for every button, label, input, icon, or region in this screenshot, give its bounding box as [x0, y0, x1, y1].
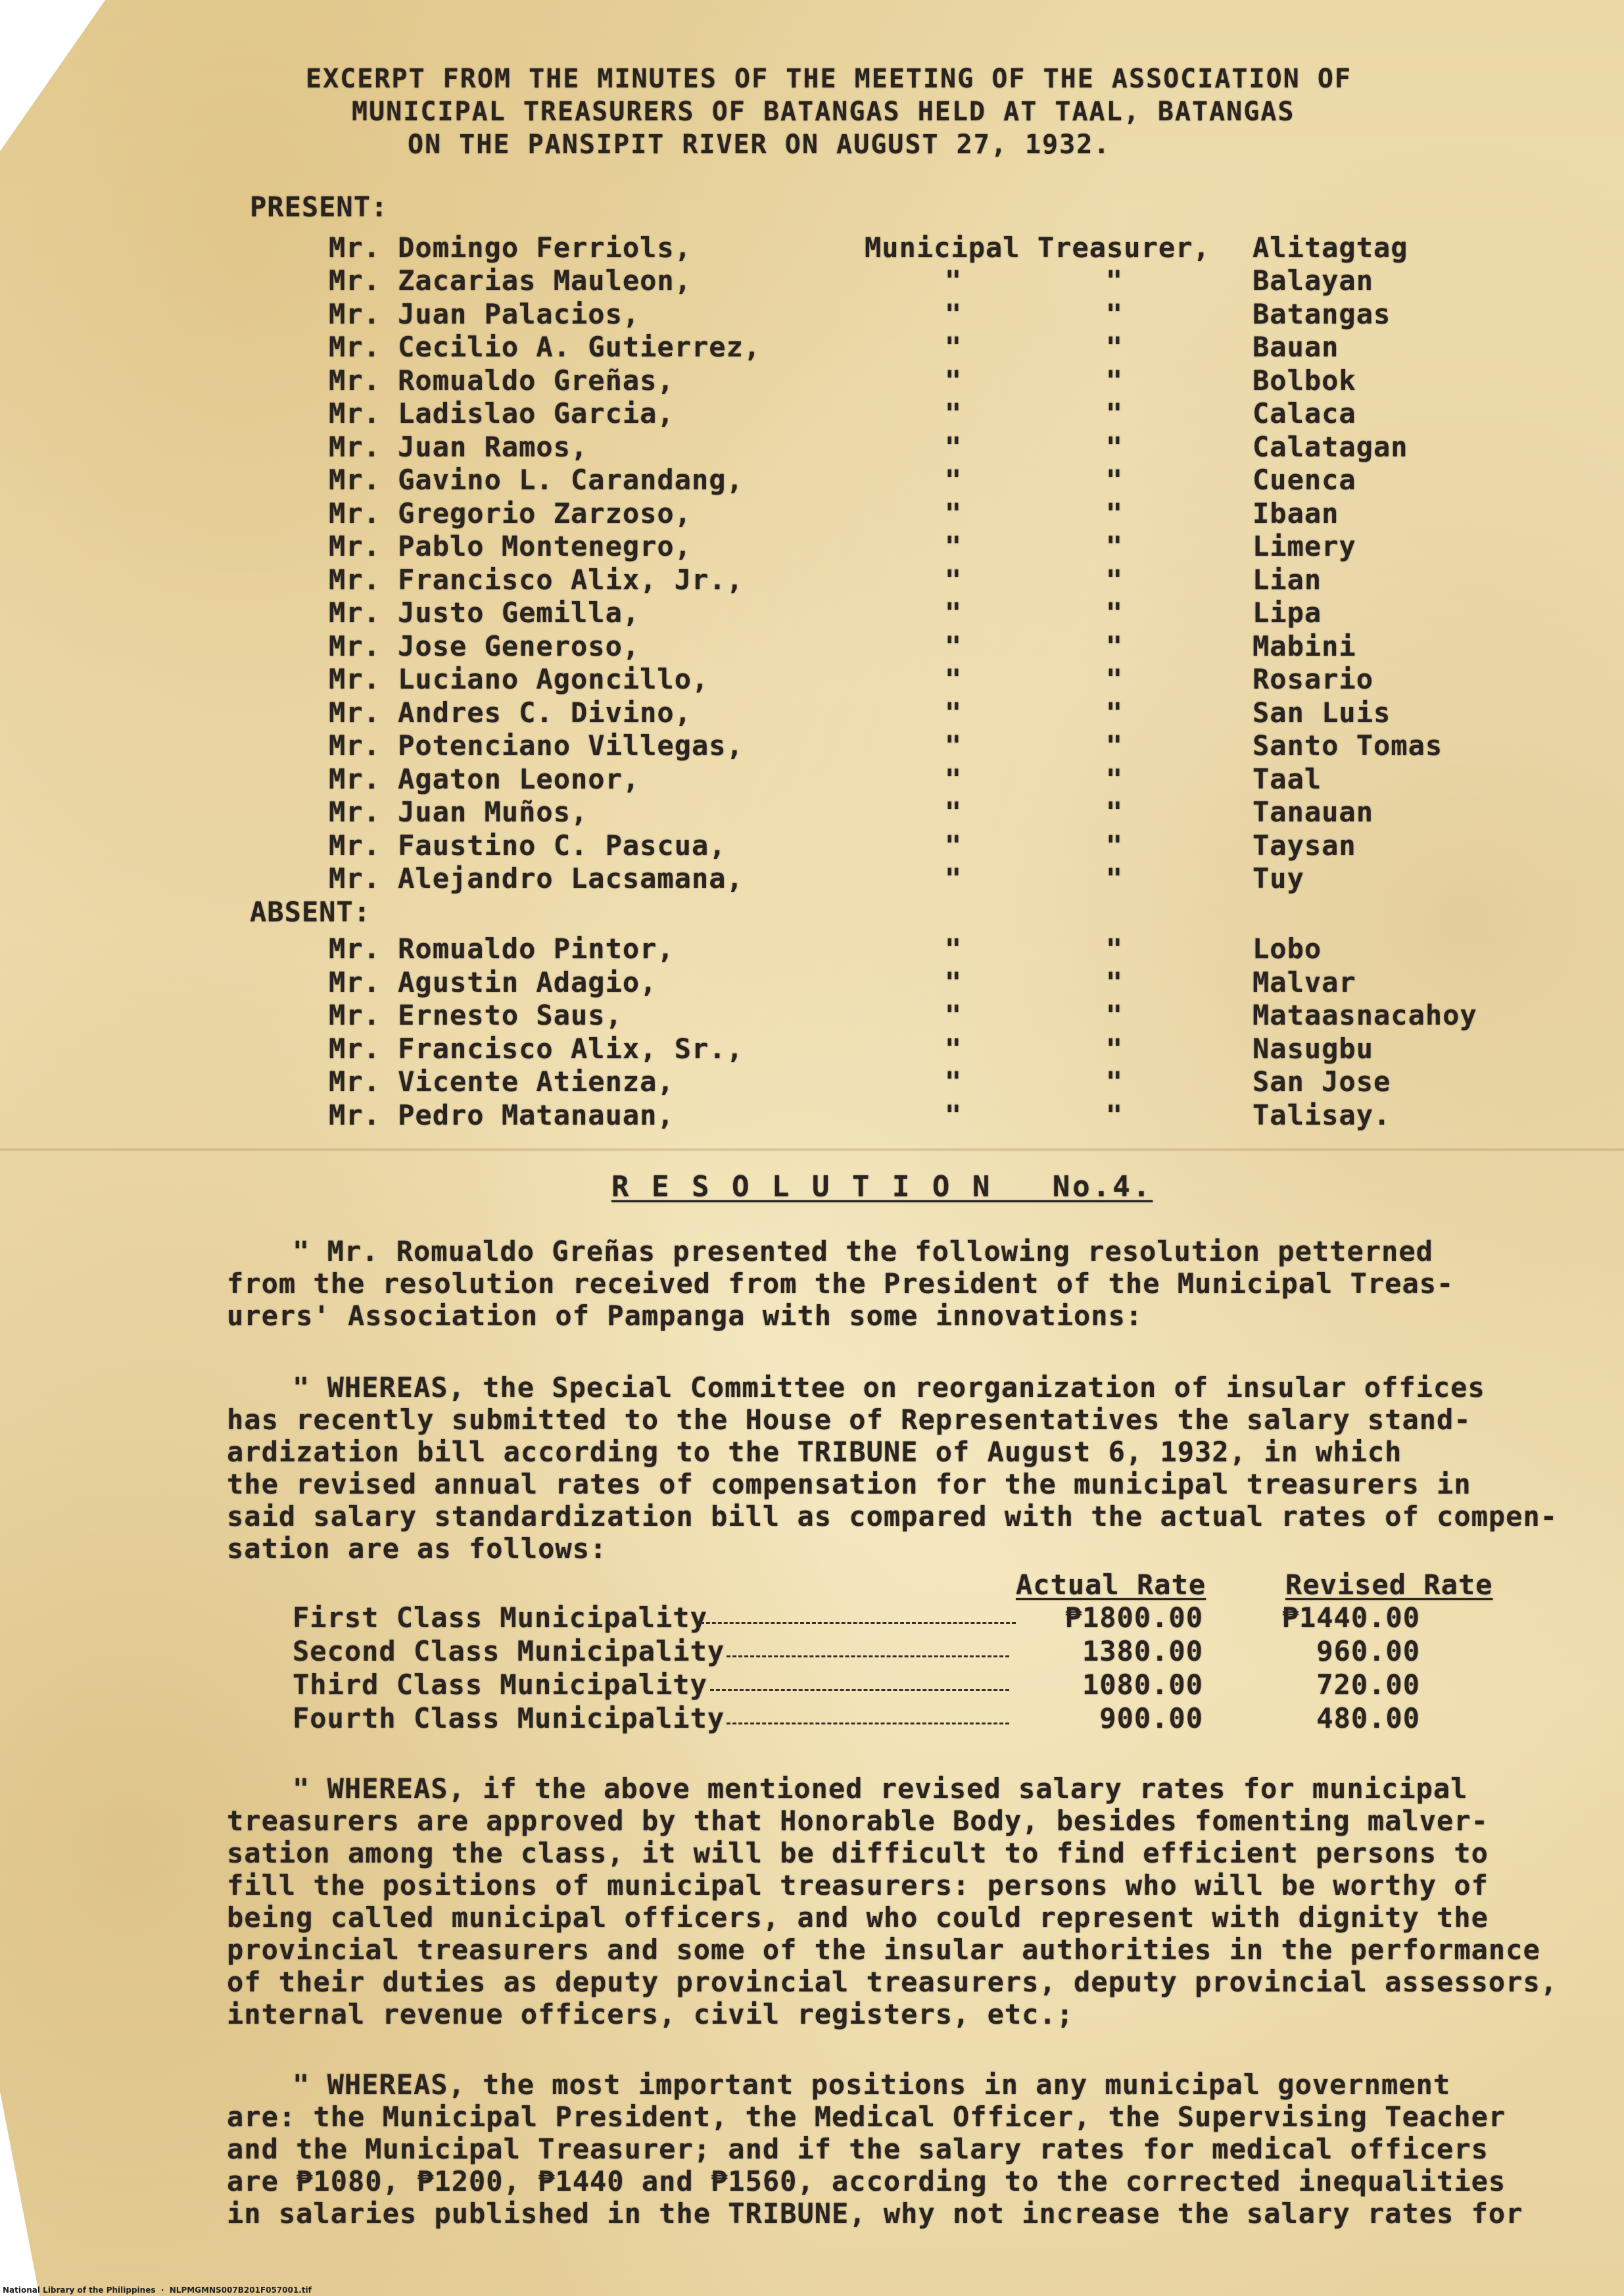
member-town: Calaca — [1253, 397, 1356, 429]
member-name: Mr. Faustino C. Pascua, — [329, 829, 727, 862]
rate-row-label: Third Class Municipality — [293, 1669, 707, 1701]
member-town: Bauan — [1253, 331, 1339, 363]
ditto-mark: " — [944, 497, 963, 529]
ditto-mark: " — [944, 1033, 963, 1065]
ditto-mark: " — [1105, 431, 1124, 463]
text-line: provincial treasurers and some of the insular authorities in the performance — [227, 1934, 1540, 1966]
ditto-mark: " — [1105, 1065, 1124, 1098]
member-town: Santo Tomas — [1253, 729, 1443, 762]
torn-edge-bottom-left — [0, 2091, 39, 2296]
rate-row-label: First Class Municipality — [293, 1601, 707, 1634]
member-town: Nasugbu — [1253, 1033, 1374, 1065]
text-line: " WHEREAS, the most important positions in any municipal government — [293, 2068, 1451, 2101]
actual-rate-value: 1080.00 — [1082, 1669, 1203, 1701]
ditto-mark: " — [944, 1065, 963, 1098]
paper-fold — [0, 1148, 1624, 1152]
ditto-mark: " — [1105, 298, 1124, 330]
ditto-mark: " — [1105, 933, 1124, 965]
member-name: Mr. Ernesto Saus, — [329, 999, 623, 1031]
ditto-mark: " — [944, 564, 963, 596]
header-line-2: MUNICIPAL TREASURERS OF BATANGAS HELD AT TAAL, BATANGAS — [352, 97, 1295, 127]
member-name: Mr. Juan Muños, — [329, 796, 588, 828]
member-name: Mr. Domingo Ferriols, — [329, 232, 692, 264]
ditto-mark: " — [1105, 564, 1124, 596]
member-name: Mr. Pedro Matanauan, — [329, 1099, 675, 1131]
ditto-mark: " — [1105, 663, 1124, 695]
member-name: Mr. Gavino L. Carandang, — [329, 464, 744, 496]
member-town: Lian — [1253, 564, 1322, 596]
member-name: Mr. Justo Gemilla, — [329, 597, 640, 629]
text-line: " WHEREAS, if the above mentioned revised salary rates for municipal — [293, 1772, 1468, 1805]
member-name: Mr. Pablo Montenegro, — [329, 530, 692, 562]
revised-rate-header: Revised Rate — [1285, 1569, 1493, 1601]
text-line: has recently submitted to the House of Representatives the salary stand- — [227, 1404, 1471, 1436]
ditto-mark: " — [944, 696, 963, 729]
member-town: Balayan — [1253, 264, 1374, 297]
text-line: of their duties as deputy provincial treasurers, deputy provincial assessors, — [227, 1966, 1558, 1998]
member-town: Taal — [1253, 763, 1322, 795]
member-name: Mr. Romualdo Pintor, — [329, 933, 675, 965]
text-line: urers' Association of Pampanga with some innovations: — [227, 1300, 1143, 1332]
ditto-mark: " — [1105, 1033, 1124, 1065]
member-name: Mr. Francisco Alix, Jr., — [329, 564, 744, 596]
ditto-mark: " — [944, 298, 963, 330]
archive-footer: National Library of the Philippines · NLPMGMNS007B201F057001.tif — [3, 2285, 312, 2295]
ditto-mark: " — [1105, 331, 1124, 363]
ditto-mark: " — [944, 862, 963, 894]
member-name: Mr. Vicente Atienza, — [329, 1065, 675, 1098]
position-title: Municipal Treasurer, — [865, 232, 1210, 264]
member-name: Mr. Ladislao Garcia, — [329, 397, 675, 429]
text-line: internal revenue officers, civil registers, etc.; — [227, 1998, 1074, 2030]
ditto-mark: " — [944, 999, 963, 1031]
revised-rate-value: ₱1440.00 — [1281, 1601, 1420, 1634]
member-town: Cuenca — [1253, 464, 1356, 496]
ditto-mark: " — [1105, 597, 1124, 629]
member-name: Mr. Alejandro Lacsamana, — [329, 862, 744, 894]
ditto-mark: " — [1105, 696, 1124, 729]
ditto-mark: " — [944, 829, 963, 862]
member-town: Alitagtag — [1253, 232, 1408, 264]
text-line: being called municipal officers, and who could represent with dignity the — [227, 1901, 1489, 1934]
ditto-mark: " — [944, 264, 963, 297]
ditto-mark: " — [944, 364, 963, 397]
actual-rate-header: Actual Rate — [1016, 1569, 1206, 1601]
ditto-mark: " — [1105, 1099, 1124, 1131]
ditto-mark: " — [1105, 829, 1124, 862]
ditto-mark: " — [1105, 530, 1124, 562]
text-line: said salary standardization bill as compared with the actual rates of compen- — [227, 1500, 1558, 1532]
leader-dashes — [700, 1622, 1016, 1624]
ditto-mark: " — [1105, 630, 1124, 662]
text-line: are ₱1080, ₱1200, ₱1440 and ₱1560, according to the corrected inequalities — [227, 2165, 1506, 2197]
ditto-mark: " — [1105, 862, 1124, 894]
torn-corner-top-left — [0, 0, 105, 151]
member-town: Tanauan — [1253, 796, 1374, 828]
text-line: are: the Municipal President, the Medical Officer, the Supervising Teacher — [227, 2101, 1506, 2133]
ditto-mark: " — [1105, 464, 1124, 496]
member-town: Ibaan — [1253, 497, 1339, 529]
member-town: San Luis — [1253, 696, 1391, 729]
revised-rate-value: 480.00 — [1316, 1702, 1420, 1734]
ditto-mark: " — [944, 630, 963, 662]
member-name: Mr. Andres C. Divino, — [329, 696, 692, 729]
member-name: Mr. Luciano Agoncillo, — [329, 663, 709, 695]
text-line: ardization bill according to the TRIBUNE of August 6, 1932, in which — [227, 1436, 1402, 1468]
member-town: Malvar — [1253, 966, 1356, 998]
ditto-mark: " — [944, 796, 963, 828]
ditto-mark: " — [944, 431, 963, 463]
member-name: Mr. Agustin Adagio, — [329, 966, 657, 998]
member-name: Mr. Francisco Alix, Sr., — [329, 1033, 744, 1065]
ditto-mark: " — [944, 397, 963, 429]
member-name: Mr. Romualdo Greñas, — [329, 364, 675, 397]
resolution-title: R E S O L U T I O N No.4. — [611, 1170, 1153, 1204]
ditto-mark: " — [944, 763, 963, 795]
absent-label: ABSENT: — [250, 896, 371, 928]
rate-row-label: Second Class Municipality — [293, 1635, 725, 1667]
ditto-mark: " — [944, 597, 963, 629]
member-town: Mabini — [1253, 630, 1356, 662]
ditto-mark: " — [1105, 729, 1124, 762]
member-town: Batangas — [1253, 298, 1391, 330]
ditto-mark: " — [1105, 999, 1124, 1031]
rate-row-label: Fourth Class Municipality — [293, 1702, 725, 1734]
ditto-mark: " — [944, 1099, 963, 1131]
member-name: Mr. Gregorio Zarzoso, — [329, 497, 692, 529]
text-line: " Mr. Romualdo Greñas presented the following resolution petterned — [293, 1235, 1433, 1267]
text-line: treasurers are approved by that Honorable Body, besides fomenting malver- — [227, 1805, 1489, 1837]
ditto-mark: " — [944, 933, 963, 965]
revised-rate-value: 960.00 — [1316, 1635, 1420, 1667]
ditto-mark: " — [944, 530, 963, 562]
member-town: Bolbok — [1253, 364, 1356, 397]
leader-dashes — [710, 1689, 1009, 1691]
member-name: Mr. Cecilio A. Gutierrez, — [329, 331, 761, 363]
member-town: Lipa — [1253, 597, 1322, 629]
ditto-mark: " — [1105, 796, 1124, 828]
actual-rate-value: ₱1800.00 — [1064, 1601, 1203, 1634]
member-name: Mr. Jose Generoso, — [329, 630, 640, 662]
text-line: fill the positions of municipal treasurers: persons who will be worthy of — [227, 1869, 1489, 1901]
ditto-mark: " — [1105, 397, 1124, 429]
member-town: Lobo — [1253, 933, 1322, 965]
ditto-mark: " — [1105, 497, 1124, 529]
actual-rate-value: 1380.00 — [1082, 1635, 1203, 1667]
member-name: Mr. Juan Ramos, — [329, 431, 588, 463]
ditto-mark: " — [944, 331, 963, 363]
ditto-mark: " — [944, 464, 963, 496]
member-town: Mataasnacahoy — [1253, 999, 1477, 1031]
ditto-mark: " — [1105, 364, 1124, 397]
member-town: San Jose — [1253, 1065, 1391, 1098]
member-name: Mr. Zacarias Mauleon, — [329, 264, 692, 297]
member-town: Talisay. — [1253, 1099, 1391, 1131]
text-line: from the resolution received from the President of the Municipal Treas- — [227, 1267, 1454, 1300]
ditto-mark: " — [1105, 966, 1124, 998]
leader-dashes — [727, 1655, 1009, 1657]
ditto-mark: " — [944, 663, 963, 695]
member-town: Taysan — [1253, 829, 1356, 862]
ditto-mark: " — [944, 729, 963, 762]
text-line: sation among the class, it will be difficult to find efficient persons to — [227, 1837, 1489, 1869]
text-line: sation are as follows: — [227, 1532, 608, 1565]
leader-dashes — [727, 1722, 1009, 1724]
actual-rate-value: 900.00 — [1099, 1702, 1203, 1734]
ditto-mark: " — [1105, 763, 1124, 795]
text-line: and the Municipal Treasurer; and if the salary rates for medical officers — [227, 2133, 1489, 2165]
member-name: Mr. Potenciano Villegas, — [329, 729, 744, 762]
member-name: Mr. Juan Palacios, — [329, 298, 640, 330]
ditto-mark: " — [1105, 264, 1124, 297]
text-line: " WHEREAS, the Special Committee on reorganization of insular offices — [293, 1371, 1485, 1404]
member-name: Mr. Agaton Leonor, — [329, 763, 640, 795]
member-town: Calatagan — [1253, 431, 1408, 463]
text-line: the revised annual rates of compensation for the municipal treasurers in — [227, 1468, 1471, 1500]
revised-rate-value: 720.00 — [1316, 1669, 1420, 1701]
header-line-3: ON THE PANSIPIT RIVER ON AUGUST 27, 1932. — [408, 130, 1111, 160]
ditto-mark: " — [944, 966, 963, 998]
present-label: PRESENT: — [250, 191, 389, 223]
header-line-1: EXCERPT FROM THE MINUTES OF THE MEETING OF THE ASSOCIATION OF — [306, 64, 1352, 94]
text-line: in salaries published in the TRIBUNE, why not increase the salary rates for — [227, 2197, 1523, 2230]
member-town: Tuy — [1253, 862, 1304, 894]
member-town: Limery — [1253, 530, 1356, 562]
member-town: Rosario — [1253, 663, 1374, 695]
